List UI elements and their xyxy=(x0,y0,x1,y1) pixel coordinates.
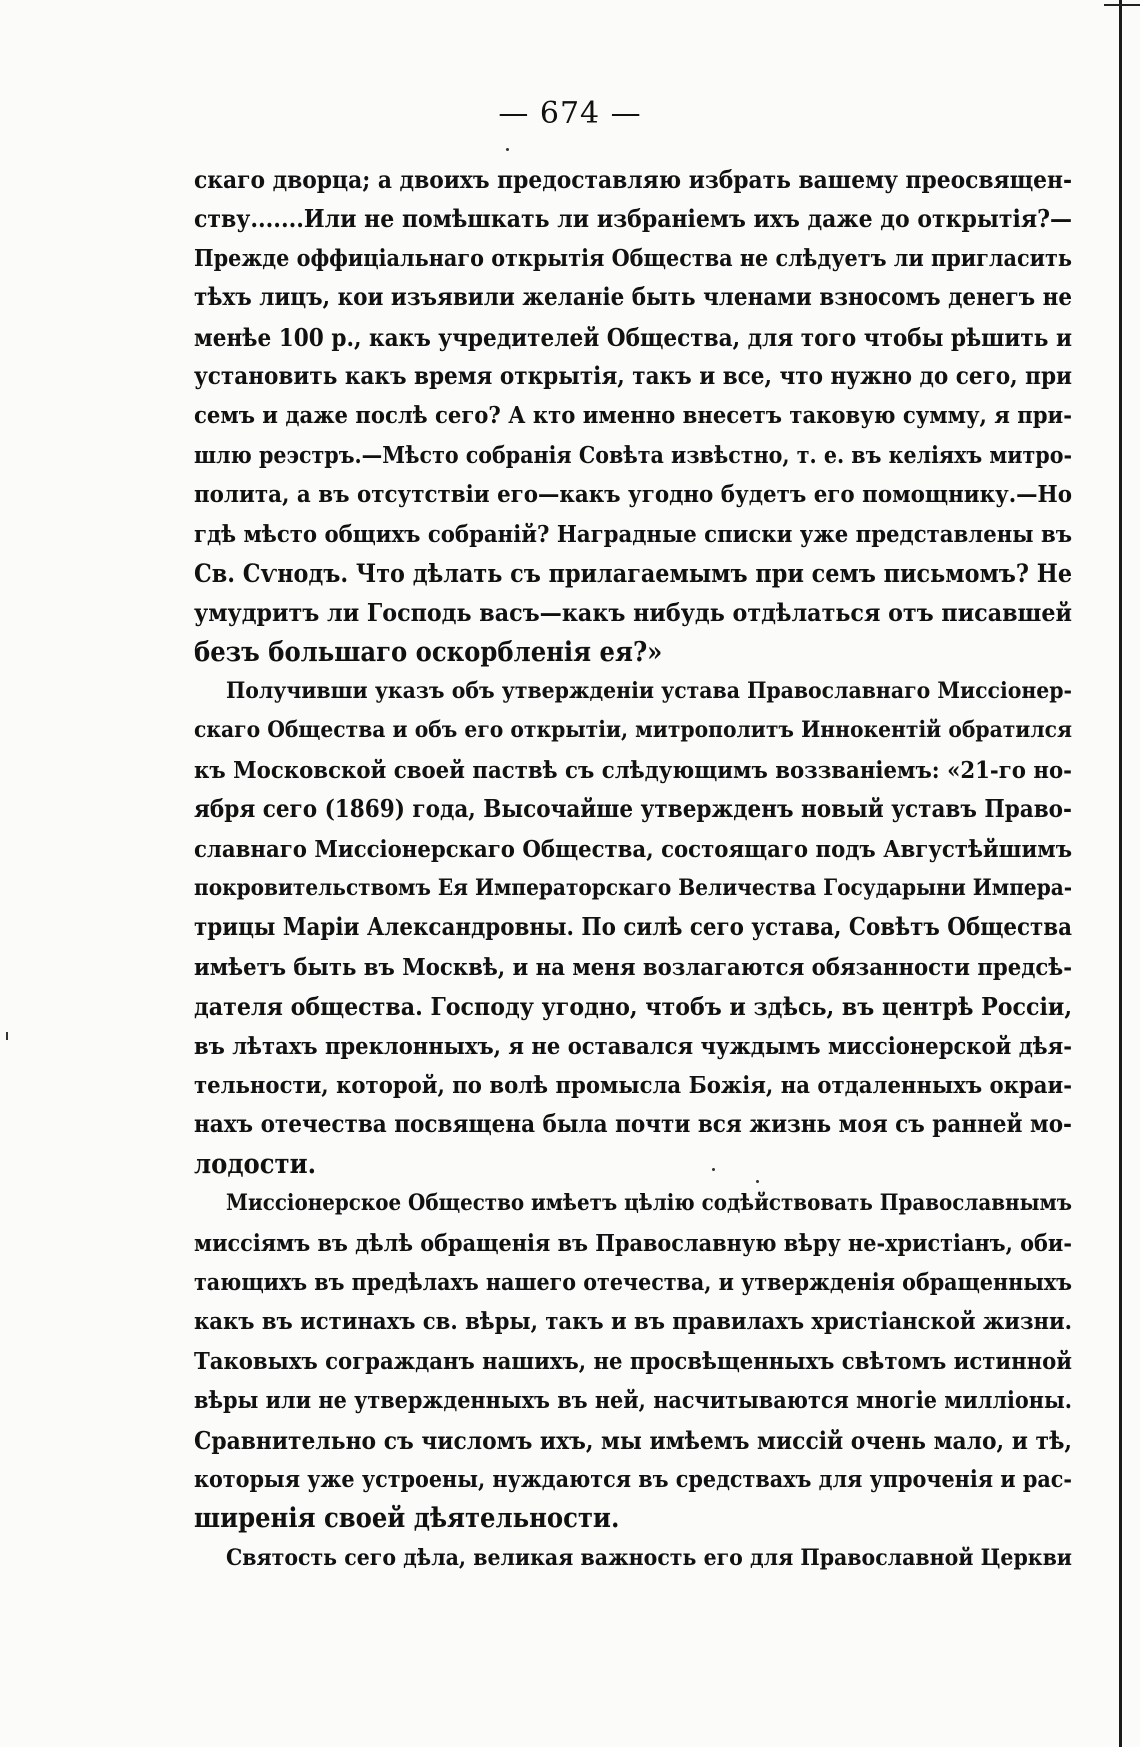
paragraph-2 xyxy=(194,672,1072,1184)
page-number: — 674 — xyxy=(498,96,642,131)
paragraph-3 xyxy=(194,1184,1072,1539)
text-line: гдѣ мѣсто общихъ собраній? Наградные списки уже представлены въ xyxy=(194,519,1072,548)
text-line: покровительствомъ Ея Императорскаго Величества Государыни Импера- xyxy=(194,875,1072,902)
print-speck xyxy=(712,1168,715,1171)
print-speck xyxy=(506,148,509,151)
text-line: Прежде оффиціальнаго открытія Общества не слѣдуетъ ли пригласить xyxy=(194,244,1072,272)
page-edge-line xyxy=(1119,0,1122,1747)
text-line: вѣры или не утвержденныхъ въ ней, насчитываются многіе милліоны. xyxy=(194,1387,1072,1415)
text-line: Получивши указъ объ утвержденіи устава Православнаго Миссіонер- xyxy=(226,678,1072,705)
text-line: миссіямъ въ дѣлѣ обращенія въ Православную вѣру не-христіанъ, оби- xyxy=(194,1229,1072,1257)
text-line: Святость сего дѣла, великая важность его для Православной Церкви xyxy=(226,1544,1072,1571)
text-line: шлю реэстръ.—Мѣсто собранія Совѣта извѣстно, т. е. въ келіяхъ митро- xyxy=(194,441,1072,469)
text-line: скаго дворца; а двоихъ предоставляю избрать вашему преосвящен- xyxy=(194,165,1072,194)
page-edge-top-mark xyxy=(1104,4,1140,6)
text-line: менѣе 100 р., какъ учредителей Общества, для того чтобы рѣшить и xyxy=(194,322,1072,352)
text-line: Сравнительно съ числомъ ихъ, мы имѣемъ миссій очень мало, и тѣ, xyxy=(194,1425,1072,1455)
text-line: имѣетъ быть въ Москвѣ, и на меня возлагаются обязанности предсѣ- xyxy=(194,952,1072,981)
print-speck xyxy=(756,1180,759,1183)
text-line: нахъ отечества посвящена была почти вся жизнь моя съ ранней мо- xyxy=(194,1110,1072,1139)
text-line: безъ большаго оскорбленія ея?» xyxy=(194,636,663,668)
text-line: трицы Маріи Александровны. По силѣ сего устава, Совѣтъ Общества xyxy=(194,913,1072,942)
text-line: умудритъ ли Господь васъ—какъ нибудь отдѣлаться отъ писавшей xyxy=(194,598,1072,628)
text-line: Миссіонерское Общество имѣетъ цѣлію содѣйствовать Православнымъ xyxy=(226,1190,1072,1217)
text-line: тельности, которой, по волѣ промысла Божія, на отдаленныхъ окраи- xyxy=(194,1070,1072,1099)
text-line: установить какъ время открытія, такъ и все, что нужно до сего, при xyxy=(194,361,1072,390)
text-line: славнаго Миссіонерскаго Общества, состоящаго подъ Августѣйшимъ xyxy=(194,834,1072,863)
text-line: лодости. xyxy=(194,1148,317,1180)
text-line: скаго Общества и объ его открытіи, митрополитъ Иннокентій обратился xyxy=(194,717,1072,744)
text-line: въ лѣтахъ преклонныхъ, я не оставался чуждымъ миссіонерской дѣя- xyxy=(194,1031,1072,1060)
text-line: ширенія своей дѣятельности. xyxy=(194,1503,620,1535)
text-line: ству.......Или не помѣшкать ли избраніемъ ихъ даже до открытія?— xyxy=(194,204,1072,234)
text-line: Св. Сѵнодъ. Что дѣлать съ прилагаемымъ при семъ письмомъ? Не xyxy=(194,558,1072,588)
text-line: Таковыхъ согражданъ нашихъ, не просвѣщенныхъ свѣтомъ истинной xyxy=(194,1346,1072,1375)
text-line: семъ и даже послѣ сего? А кто именно внесетъ таковую сумму, я при- xyxy=(194,401,1072,430)
text-line: къ Московской своей паствѣ съ слѣдующимъ воззваніемъ: «21-го но- xyxy=(194,755,1072,784)
paragraph-4 xyxy=(194,1539,1072,1578)
text-line: тающихъ въ предѣлахъ нашего отечества, и утвержденія обращенныхъ xyxy=(194,1268,1072,1296)
text-line: ября сего (1869) года, Высочайше утвержденъ новый уставъ Право- xyxy=(194,795,1072,824)
body-text xyxy=(194,160,1072,1578)
text-line: дателя общества. Господу угодно, чтобъ и здѣсь, въ центрѣ Россіи, xyxy=(194,992,1072,1022)
text-line: тѣхъ лицъ, кои изъявили желаніе быть членами взносомъ денегъ не xyxy=(194,283,1072,312)
print-speck xyxy=(6,1032,8,1040)
text-line: какъ въ истинахъ св. вѣры, такъ и въ правилахъ христіанской жизни. xyxy=(194,1307,1072,1336)
text-line: полита, а въ отсутствіи его—какъ угодно будетъ его помощнику.—Но xyxy=(194,480,1072,509)
paragraph-1 xyxy=(194,160,1072,672)
text-line: которыя уже устроены, нуждаются въ средствахъ для упроченія и рас- xyxy=(194,1465,1072,1493)
